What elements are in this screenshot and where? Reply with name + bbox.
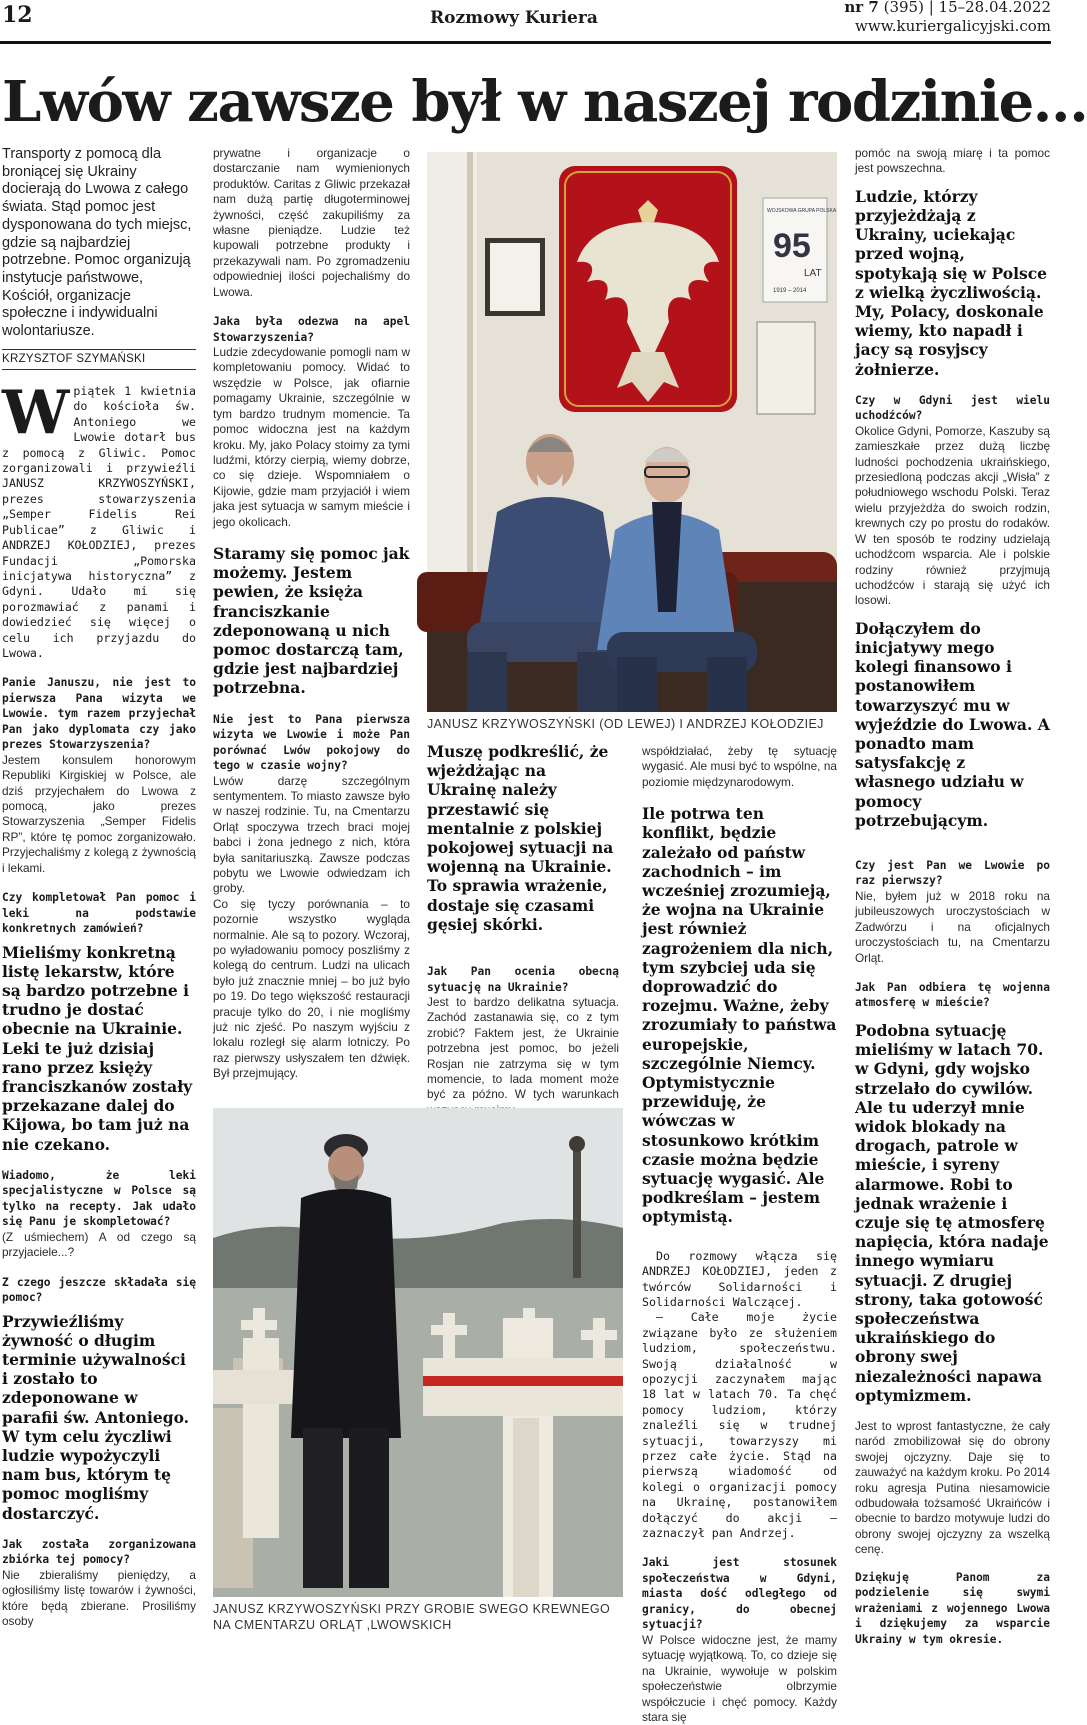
answer-10-continued: pomóc na swoją miarę i ta pomoc jest powszechna. — [855, 146, 1050, 176]
answer-8: Jest to bardzo delikatna sytuacja. Zachód zastanawia się, co z tym zrobić? Faktem jest, że Ukrainie potrzebna jest pomoc, bo jeżeli Rosjan nie zatrzyma się w tym momencie, to lada moment może być za późno. W tych warunkach — [427, 995, 619, 1102]
photo-cemetery — [213, 1108, 623, 1597]
lead-paragraph: Transporty z pomocą dla broniącej się Ukrainy docierają do Lwowa z całego świata. Stąd pomoc jest dysponowana do tych miejsc, gdzie są najbardziej potrzebne. Pomoc organizują instytucje państwowe, Kościół, organizacje społeczne i indywidualni wolontariusze. — [2, 146, 192, 340]
answer-5: Nie zbieraliśmy pieniędzy, a ogłosiliśmy listę towarów i żywności, które będą zbierane. Prosiliśmy osoby — [2, 1567, 196, 1629]
question-11: Czy w Gdyni jest wielu uchodźców? — [855, 393, 1050, 423]
website-link[interactable]: www.kuriergalicyjski.com — [855, 17, 1051, 35]
page-number: 12 — [2, 2, 33, 28]
answer-7b: Co się tyczy porównania – to pozornie wszystko wygląda normalnie. Ale są to pozory. Wczoraj, po wyładowaniu pomocy poszliśmy z kolegą do centrum. Ludzi na ulicach było już znacznie mniej – bo już było po 19. Do tego większość restauracji pracuje tylko do 20, i nie mogliśmy już nic zjeść. Po naszym wyjściu z lokalu rozległ się alarm lotniczy. Po raz pierwszy usłyszałem ten dźwięk. Był przejmujący. — [213, 896, 410, 1081]
section-title: Rozmowy Kuriera — [430, 8, 598, 28]
pull-quote-1: Mieliśmy konkretną listę lekarstw, które są bardzo potrzebne i trudno je dostać obecnie na Ukrainie. Leki te już dzisiaj rano przez księży franciszkanów zostały przekazane dalej do Kijowa, bo tam już na nie czekano. — [2, 942, 193, 1154]
intro-andrzej: Do rozmowy włącza się ANDRZEJ KOŁODZIEJ, jeden z twórców Solidarności i Solidarności Walczącej. — [642, 1248, 837, 1309]
question-3: Wiadomo, że leki specjalistyczne w Polsce są tylko na recepty. Jak udało się Panu je skompletować? — [2, 1168, 196, 1229]
byline: KRZYSZTOF SZYMAŃSKI — [2, 349, 196, 370]
issue-number: nr 7 — [844, 0, 879, 16]
question-1: Panie Januszu, nie jest to pierwsza Pana wizyta we Lwowie. tym razem przyjechał Pan jako dyplomata czy jako prezes Stowarzyszenia? — [2, 676, 196, 752]
answer-6: Ludzie zdecydowanie pomogli nam w kompletowaniu pomocy. Widać to wszędzie w Polsce, jak ofiarnie pomagamy Ukrainie, szczególnie w tym bardzo trudnym momencie. Ta pomoc widoczna jest na każdym kroku. My, jako Polacy stoimy za tymi ludźmi, którzy cierpią, wiemy dobrze, co się dzieje. Wspomniałem o Kijowie, gdzie mam przyjaciół i wiem jaka jest sytuacja w samym mieście i jego okolicach. — [213, 345, 410, 529]
answer-5-continued: prywatne i organizacje o dostarczanie nam wymienionych produktów. Caritas z Gliwic przekazał nam dużą partię długoterminowej żywności, część zakupiliśmy za własne pieniądze. Ludzie też kupowali potrzebne produkty i przekazywali nam. Po zgromadzeniu odpowiedniej ilości pojechaliśmy do Lwowa. — [213, 146, 410, 299]
question-12: Czy jest Pan we Lwowie po raz pierwszy? — [855, 858, 1050, 888]
pull-quote-8: Podobna sytuację mieliśmy w latach 70. w Gdyni, gdy wojsko strzelało do cywilów. Ale tu uderzył mnie widok blokady na drogach, patrole w mieście, i syreny alarmowe. Robi to jednak wrażenie i czuje się tę atmosferę napięcia, która nadaje innego wymiaru sytuacji. Z drugiej strony, taka gotowość społeczeństwa ukraińskiego do obrony swej niezależności napawa optymizmem. — [855, 1020, 1049, 1405]
pull-quote-5: Ile potrwa ten konflikt, będzie zależało od państw zachodnich – im wcześniej zrozumieją, że wojna na Ukrainie jest również zagrożeniem dla nich, tym szybciej uda się doprowadzić do rozejmu. Ważne, żeby zrozumiały to państwa europejskie, szczególnie Niemcy. Optymistycznie przewiduję, że wówczas w stosunkowo krótkim czasie można będzie sytuację wygasić. Ale podkreślam – jestem optymistą. — [642, 804, 837, 1227]
question-10: Jaki jest stosunek społeczeństwa w Gdyni, miasta dość odległego od granicy, do obecnej sytuacji? — [642, 1556, 837, 1632]
pull-quote-6: Ludzie, którzy przyjeżdżają z Ukrainy, uciekając przed wojną, spotykają się w Polsce z wielką życzliwością. My, Polacy, doskonale wiemy, kto napadł i jacy są rosyjscy żołnierze. — [855, 186, 1048, 379]
question-8: Jak Pan ocenia obecną sytuację na Ukrainie? — [427, 965, 619, 994]
plaque-number: 95 — [773, 227, 811, 265]
answer-3: (Z uśmiechem) A od czego są przyjaciele...? — [2, 1229, 196, 1260]
dropcap: W — [2, 378, 70, 449]
issue-dates: (395) | 15–28.04.2022 — [878, 0, 1051, 16]
answer-8-continued: współdziałać, żeby tę sytuację wygasić. Ale musi być to wspólne, na poziomie międzynarodowym. — [642, 744, 837, 789]
photo-1-caption: JANUSZ KRZYWOSZYŃSKI (OD LEWEJ) I ANDRZEJ KOŁODZIEJ — [427, 717, 824, 731]
column-3 — [427, 742, 619, 1118]
closing-thanks: Dziękuję Panom za podzielenie się swymi wrażeniami z wojennego Lwowa i dziękujemy za wsparcie Ukrainy w tym okresie. — [855, 1570, 1050, 1646]
person-figure — [291, 1189, 401, 1438]
question-6: Jaka była odezwa na apel Stowarzyszenia? — [213, 315, 410, 344]
photo-two-men — [427, 152, 837, 712]
intro-paragraph — [2, 378, 196, 661]
plaque-years: 1919 – 2014 — [773, 288, 807, 294]
pull-quote-2: Przywieźliśmy żywność o długim terminie używalności i zostało to zdeponowane w parafii św. Antoniego. W tym celu życzliwi ludzie wypożyczyli nam bus, którym tę pomoc mogliśmy dostarczyć. — [2, 1311, 190, 1523]
plaque-header: WOJSKOWA GRUPA POLSKA — [767, 208, 837, 214]
answer-13: Jest to wprost fantastyczne, że cały naród zmobilizował się do obrony swojej ojczyzny. Daje się to zauważyć na każdym kroku. Po 2014 roku agresja Putina niesamowicie odbudowała tożsamość Ukraińców i obecnie to bardzo motywuje ludzi do obrony swojej ojczyzny za wszelką cenę. — [855, 1419, 1050, 1557]
photo-2-caption: JANUSZ KRZYWOSZYŃSKI PRZY GROBIE SWEGO KREWNEGO NA CMENTARZU ORLĄT ,LWOWSKICH — [213, 1602, 611, 1632]
pull-quote-3: Staramy się pomoc jak możemy. Jestem pewien, że księża franciszkanie zdeponowaną u nich pomoc dostarczą tam, gdzie jest najbardziej potrzebna. — [213, 543, 410, 698]
answer-11: Okolice Gdyni, Pomorze, Kaszuby są zamieszkałe przez dużą liczbę ludności pochodzenia ukraińskiego, przesiedloną podczas akcji „Wisła” z południowego wschodu Polski. Teraz wielu przyjeżdża do swoich rodzin, krewnych czy po prostu do rodaków. W ten sposób te rodziny udzielają uchodźcom wsparcia. Ale i polskie rodziny również przyjmują uchodźców i starają się użyć ich losowi. — [855, 423, 1050, 608]
column-5 — [855, 146, 1050, 1647]
question-2: Czy kompletował Pan pomoc i leki na podstawie konkretnych zamówień? — [2, 891, 196, 936]
plaque-label: LAT — [804, 268, 822, 279]
pull-quote-4: Muszę podkreślić, że wjeżdżając na Ukrainę należy przestawić się mentalnie z polskiej pokojowej sytuacji na wojenną na Ukrainie. To sprawia wrażenie, dostaje się czasami gęsiej skórki. — [427, 742, 614, 934]
answer-10: W Polsce widoczne jest, że mamy sytuację wyjątkową. To, co dzieje się na Ukrainie, wywołuje w polskim społeczeństwie olbrzymie współczucie i chęć pomocy. Każdy stara się — [642, 1632, 837, 1724]
question-7: Nie jest to Pana pierwsza wizyta we Lwowie i może Pan porównać Lwów pokojowy do tego w czasie wojny? — [213, 712, 410, 773]
column-1 — [2, 146, 196, 1630]
pull-quote-7: Dołączyłem do inicjatywy mego kolegi finansowo i postanowiłem towarzyszyć mu w wyjeździe do Lwowa. A ponadto mam satysfakcję z własnego udziału w pomocy potrzebującym. — [855, 618, 1050, 830]
question-5: Jak została zorganizowana zbiórka tej pomocy? — [2, 1537, 196, 1567]
article-headline: Lwów zawsze był w naszej rodzinie… — [2, 69, 1087, 135]
column-2 — [213, 146, 410, 1082]
photo-cemetery-image — [213, 1108, 623, 1597]
answer-9: – Całe moje życie związane było ze służeniem ludziom, społeczeństwu. Swoją działalność w opozycji zaczynałem mając 18 lat w latach 70. Ta chęć pomocy ludziom, którzy znaleźli się w trudnej sytuacji, towarzyszy mi przez całe życie. Stąd na pierwszą wiadomość od kolegi o organizacji pomocy na Ukrainę, postanowiłem dołączyć do akcji – zaznaczył pan Andrzej. — [642, 1310, 837, 1540]
intro-text: piątek 1 kwietnia do kościoła św. Antoniego we Lwowie dotarł bus z pomocą z Gliwic. Pomoc zorganizowali i przywieźli JANUSZ KRZYWOSZYŃSKI, prezes stowarzyszenia „Semper Fidelis Rei Publicae” z Gliwic i ANDRZEJ KOŁODZIEJ, prezes Fundacji „Pomorska inicjatywa historyczna” z Gdyni. Udało mi się porozmawiać z panami i dowiedzieć się więcej o celu ich przyjazdu do Lwowa. — [2, 384, 196, 660]
answer-12: Nie, byłem już w 2018 roku na jubileuszowych uroczystościach w Zadwórzu i na oficjalnych uroczystościach tu, na Cmentarzu Orląt. — [855, 888, 1050, 965]
answer-7: Lwów darzę szczególnym sentymentem. To miasto zawsze było w naszej rodzinie. Tu, na Cmentarzu Orląt spoczywa trzech braci mojej babci i żona jednego z nich, która była sanitariuszką. Zawsze podczas pobytu we Lwowie odwiedzam ich groby. — [213, 773, 410, 896]
header-rule — [0, 41, 1051, 44]
column-4 — [642, 744, 837, 1725]
issue-info — [844, 0, 1051, 36]
answer-1: Jestem konsulem honorowym Republiki Kirgiskiej w Polsce, ale dziś przyjechałem do Lwowa z pomocą, jako prezes Stowarzyszenia „Semper Fidelis RP”, które tę pomoc zorganizowało. Przyjechaliśmy z kolegą z żywnością i lekami. — [2, 752, 196, 875]
question-4: Z czego jeszcze składała się pomoc? — [2, 1275, 196, 1305]
question-13: Jak Pan odbiera tę wojenna atmosferę w mieście? — [855, 980, 1050, 1010]
photo-two-men-image — [427, 152, 837, 712]
